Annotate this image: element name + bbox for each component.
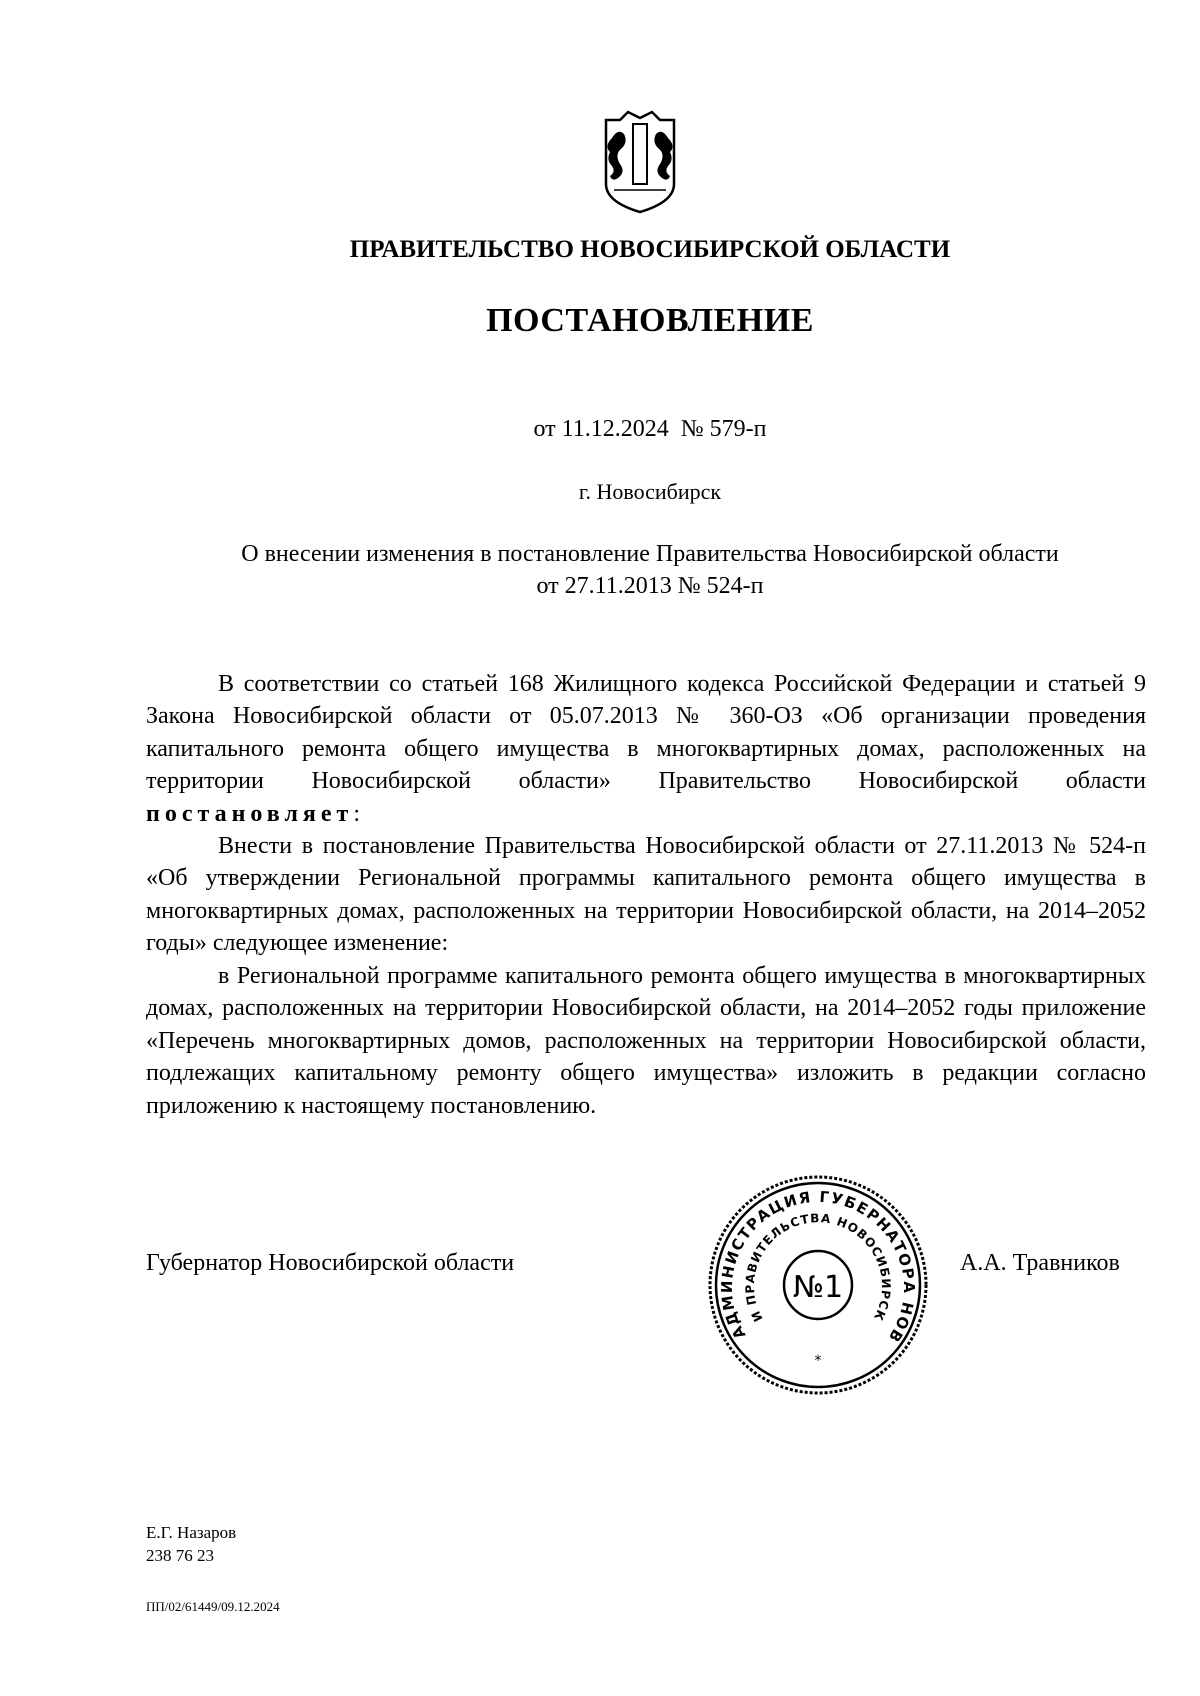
- body-paragraph-1-text: В соответствии со статьей 168 Жилищного кодекса Российской Федерации и статьей 9 Закона Новосибирской области от 05.07.2013 № 360-ОЗ «Об организации проведения капитального ремонта общего имущества в многоквартирных домах, расположенных на территории Новосибирской области» Правительство Новосибирской области: [146, 671, 1146, 795]
- executor-name: Е.Г. Назаров: [146, 1523, 237, 1542]
- stamp-outer-text: АДМИНИСТРАЦИЯ ГУБЕРНАТОРА НОВ: [717, 1187, 919, 1347]
- signatory-name: А.А. Травников: [960, 1250, 1120, 1276]
- registration-code: ПП/02/61449/09.12.2024: [146, 1599, 280, 1614]
- document-type: ПОСТАНОВЛЕНИЕ: [486, 302, 814, 339]
- signatory-title: Губернатор Новосибирской области: [146, 1250, 515, 1276]
- body-paragraph-1-emphasis: постановляет: [146, 800, 354, 827]
- body-paragraph-2: Внести в постановление Правительства Новосибирской области от 27.11.2013 № 524-п «Об утверждении Региональной программы капитального ремонта общего имущества в многоквартирных домах, расположенных на территории Новосибирской области, на 2014–2052 годы» следующее изменение:: [146, 833, 1146, 957]
- stamp-inner-text: И ПРАВИТЕЛЬСТВА НОВОСИБИРСК: [742, 1211, 894, 1324]
- document-date-number: от 11.12.2024 № 579-п: [533, 416, 767, 442]
- svg-text:*: *: [814, 1353, 822, 1369]
- subject-line-2: от 27.11.2013 № 524-п: [536, 573, 764, 599]
- organization-title: ПРАВИТЕЛЬСТВО НОВОСИБИРСКОЙ ОБЛАСТИ: [349, 236, 951, 263]
- subject-line-1: О внесении изменения в постановление Правительства Новосибирской области: [241, 541, 1059, 567]
- official-stamp: [703, 1173, 933, 1397]
- executor-phone: 238 76 23: [146, 1546, 214, 1565]
- body-paragraph-1-end: :: [353, 800, 360, 827]
- document-subject: [150, 538, 1150, 602]
- document-city: г. Новосибирск: [578, 479, 722, 504]
- coat-of-arms-icon: [598, 110, 682, 214]
- body-paragraph-3: в Региональной программе капитального ремонта общего имущества в многоквартирных домах, расположенных на территории Новосибирской области, на 2014–2052 годы приложение «Перечень многоквартирных домов, расположенных на территории Новосибирской области, подлежащих капитальному ремонту общего имущества» изложить в редакции согласно приложению к настоящему постановлению.: [146, 963, 1146, 1119]
- stamp-number: №1: [792, 1270, 844, 1305]
- body-paragraph-1: [146, 668, 1146, 830]
